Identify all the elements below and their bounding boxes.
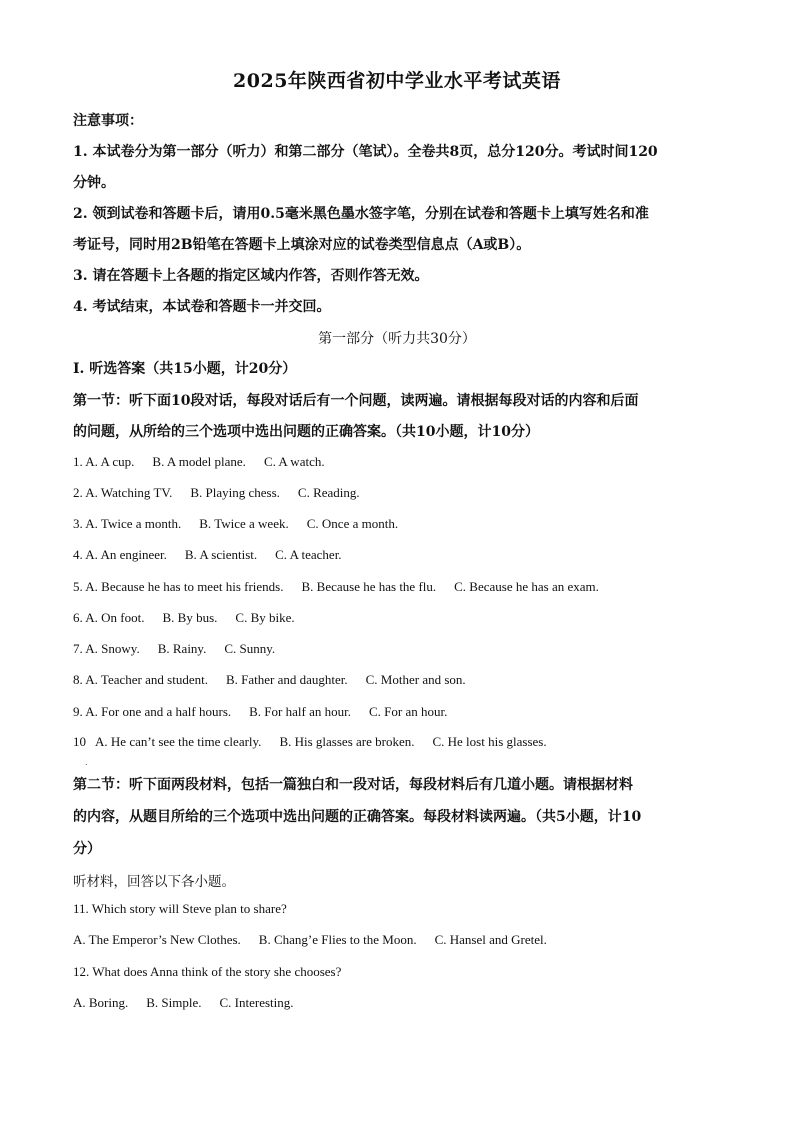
stray-dot: . bbox=[85, 758, 88, 767]
section-two-instructions: 第二节：听下面两段材料，包括一篇独白和一段对话，每段材料后有几道小题。请根据材料 bbox=[73, 777, 633, 793]
option-a: 8. A. Teacher and student. bbox=[73, 672, 208, 687]
option-b: B. For half an hour. bbox=[249, 704, 351, 719]
option-b: B. Because he has the flu. bbox=[301, 579, 437, 594]
option-c: C. He lost his glasses. bbox=[432, 734, 547, 749]
option-a: 1. A. A cup. bbox=[73, 454, 135, 469]
option-b: B. Chang’e Flies to the Moon. bbox=[258, 932, 417, 947]
question-3 bbox=[73, 516, 416, 532]
question-10 bbox=[73, 734, 565, 750]
notice-item-3: 3. 请在答题卡上各题的指定区域内作答，否则作答无效。 bbox=[73, 268, 429, 284]
question-11-stem: 11. Which story will Steve plan to share? bbox=[73, 901, 287, 916]
section-two-instructions-cont: 的内容，从题目所给的三个选项中选出问题的正确答案。每段材料读两遍。（共5小题，计10 bbox=[73, 809, 642, 825]
option-a: 7. A. Snowy. bbox=[73, 641, 140, 656]
option-c: C. By bike. bbox=[235, 610, 295, 625]
option-c: C. Once a month. bbox=[306, 516, 399, 531]
notice-item-4: 4. 考试结束，本试卷和答题卡一并交回。 bbox=[73, 299, 331, 315]
option-c: C. Mother and son. bbox=[365, 672, 466, 687]
part-one-heading: 第一部分（听力共30分） bbox=[318, 331, 476, 347]
question-12-stem: 12. What does Anna think of the story she chooses? bbox=[73, 964, 342, 979]
question-6 bbox=[73, 610, 313, 626]
listening-lead: 听材料，回答以下各小题。 bbox=[73, 874, 235, 889]
option-a: 9. A. For one and a half hours. bbox=[73, 704, 232, 719]
notice-item-1-cont: 分钟。 bbox=[73, 175, 115, 191]
option-b: B. A scientist. bbox=[184, 547, 258, 562]
option-c: C. Sunny. bbox=[224, 641, 276, 656]
option-b: B. Twice a week. bbox=[199, 516, 289, 531]
question-1 bbox=[73, 454, 343, 470]
option-c: C. Interesting. bbox=[219, 995, 294, 1010]
notice-heading: 注意事项： bbox=[73, 113, 143, 129]
section-one-instructions: 第一节：听下面10段对话，每段对话后有一个问题，读两遍。请根据每段对话的内容和后面 bbox=[73, 393, 639, 409]
question-8 bbox=[73, 672, 484, 688]
option-b: B. Playing chess. bbox=[190, 485, 280, 500]
section-one-heading: I. 听选答案（共15小题，计20分） bbox=[73, 361, 297, 377]
option-a: A. Boring. bbox=[73, 995, 129, 1010]
option-b: B. Father and daughter. bbox=[225, 672, 348, 687]
option-c: C. Reading. bbox=[297, 485, 360, 500]
option-a: 3. A. Twice a month. bbox=[73, 516, 182, 531]
section-two-instructions-end: 分） bbox=[73, 841, 101, 857]
option-a: 2. A. Watching TV. bbox=[73, 485, 173, 500]
question-12-options bbox=[73, 995, 312, 1011]
option-c: C. Hansel and Gretel. bbox=[434, 932, 547, 947]
option-a: 6. A. On foot. bbox=[73, 610, 145, 625]
question-9 bbox=[73, 704, 465, 720]
question-4 bbox=[73, 547, 360, 563]
notice-item-2-cont: 考证号，同时用2B铅笔在答题卡上填涂对应的试卷类型信息点（A或B）。 bbox=[73, 237, 531, 253]
option-c: C. A teacher. bbox=[275, 547, 342, 562]
option-b: B. Simple. bbox=[146, 995, 202, 1010]
question-7 bbox=[73, 641, 293, 657]
option-b: B. A model plane. bbox=[152, 454, 246, 469]
page-title: 2025年陕西省初中学业水平考试英语 bbox=[233, 70, 561, 92]
option-a: 10 A. He can’t see the time clearly. bbox=[73, 734, 262, 749]
notice-item-1: 1. 本试卷分为第一部分（听力）和第二部分（笔试）。全卷共8页，总分120分。考试时间120 bbox=[73, 144, 658, 160]
option-b: B. Rainy. bbox=[157, 641, 207, 656]
question-11-options bbox=[73, 932, 565, 948]
option-c: C. For an hour. bbox=[368, 704, 448, 719]
option-a: 4. A. An engineer. bbox=[73, 547, 167, 562]
option-b: B. His glasses are broken. bbox=[279, 734, 415, 749]
option-c: C. A watch. bbox=[263, 454, 325, 469]
option-a: 5. A. Because he has to meet his friends. bbox=[73, 579, 284, 594]
option-a: A. The Emperor’s New Clothes. bbox=[73, 932, 241, 947]
question-5 bbox=[73, 579, 617, 595]
notice-item-2: 2. 领到试卷和答题卡后，请用0.5毫米黑色墨水签字笔，分别在试卷和答题卡上填写姓名和准 bbox=[73, 206, 649, 222]
section-one-instructions-cont: 的问题，从所给的三个选项中选出问题的正确答案。（共10小题，计10分） bbox=[73, 424, 539, 440]
option-b: B. By bus. bbox=[162, 610, 218, 625]
question-2 bbox=[73, 485, 378, 501]
option-c: C. Because he has an exam. bbox=[454, 579, 599, 594]
